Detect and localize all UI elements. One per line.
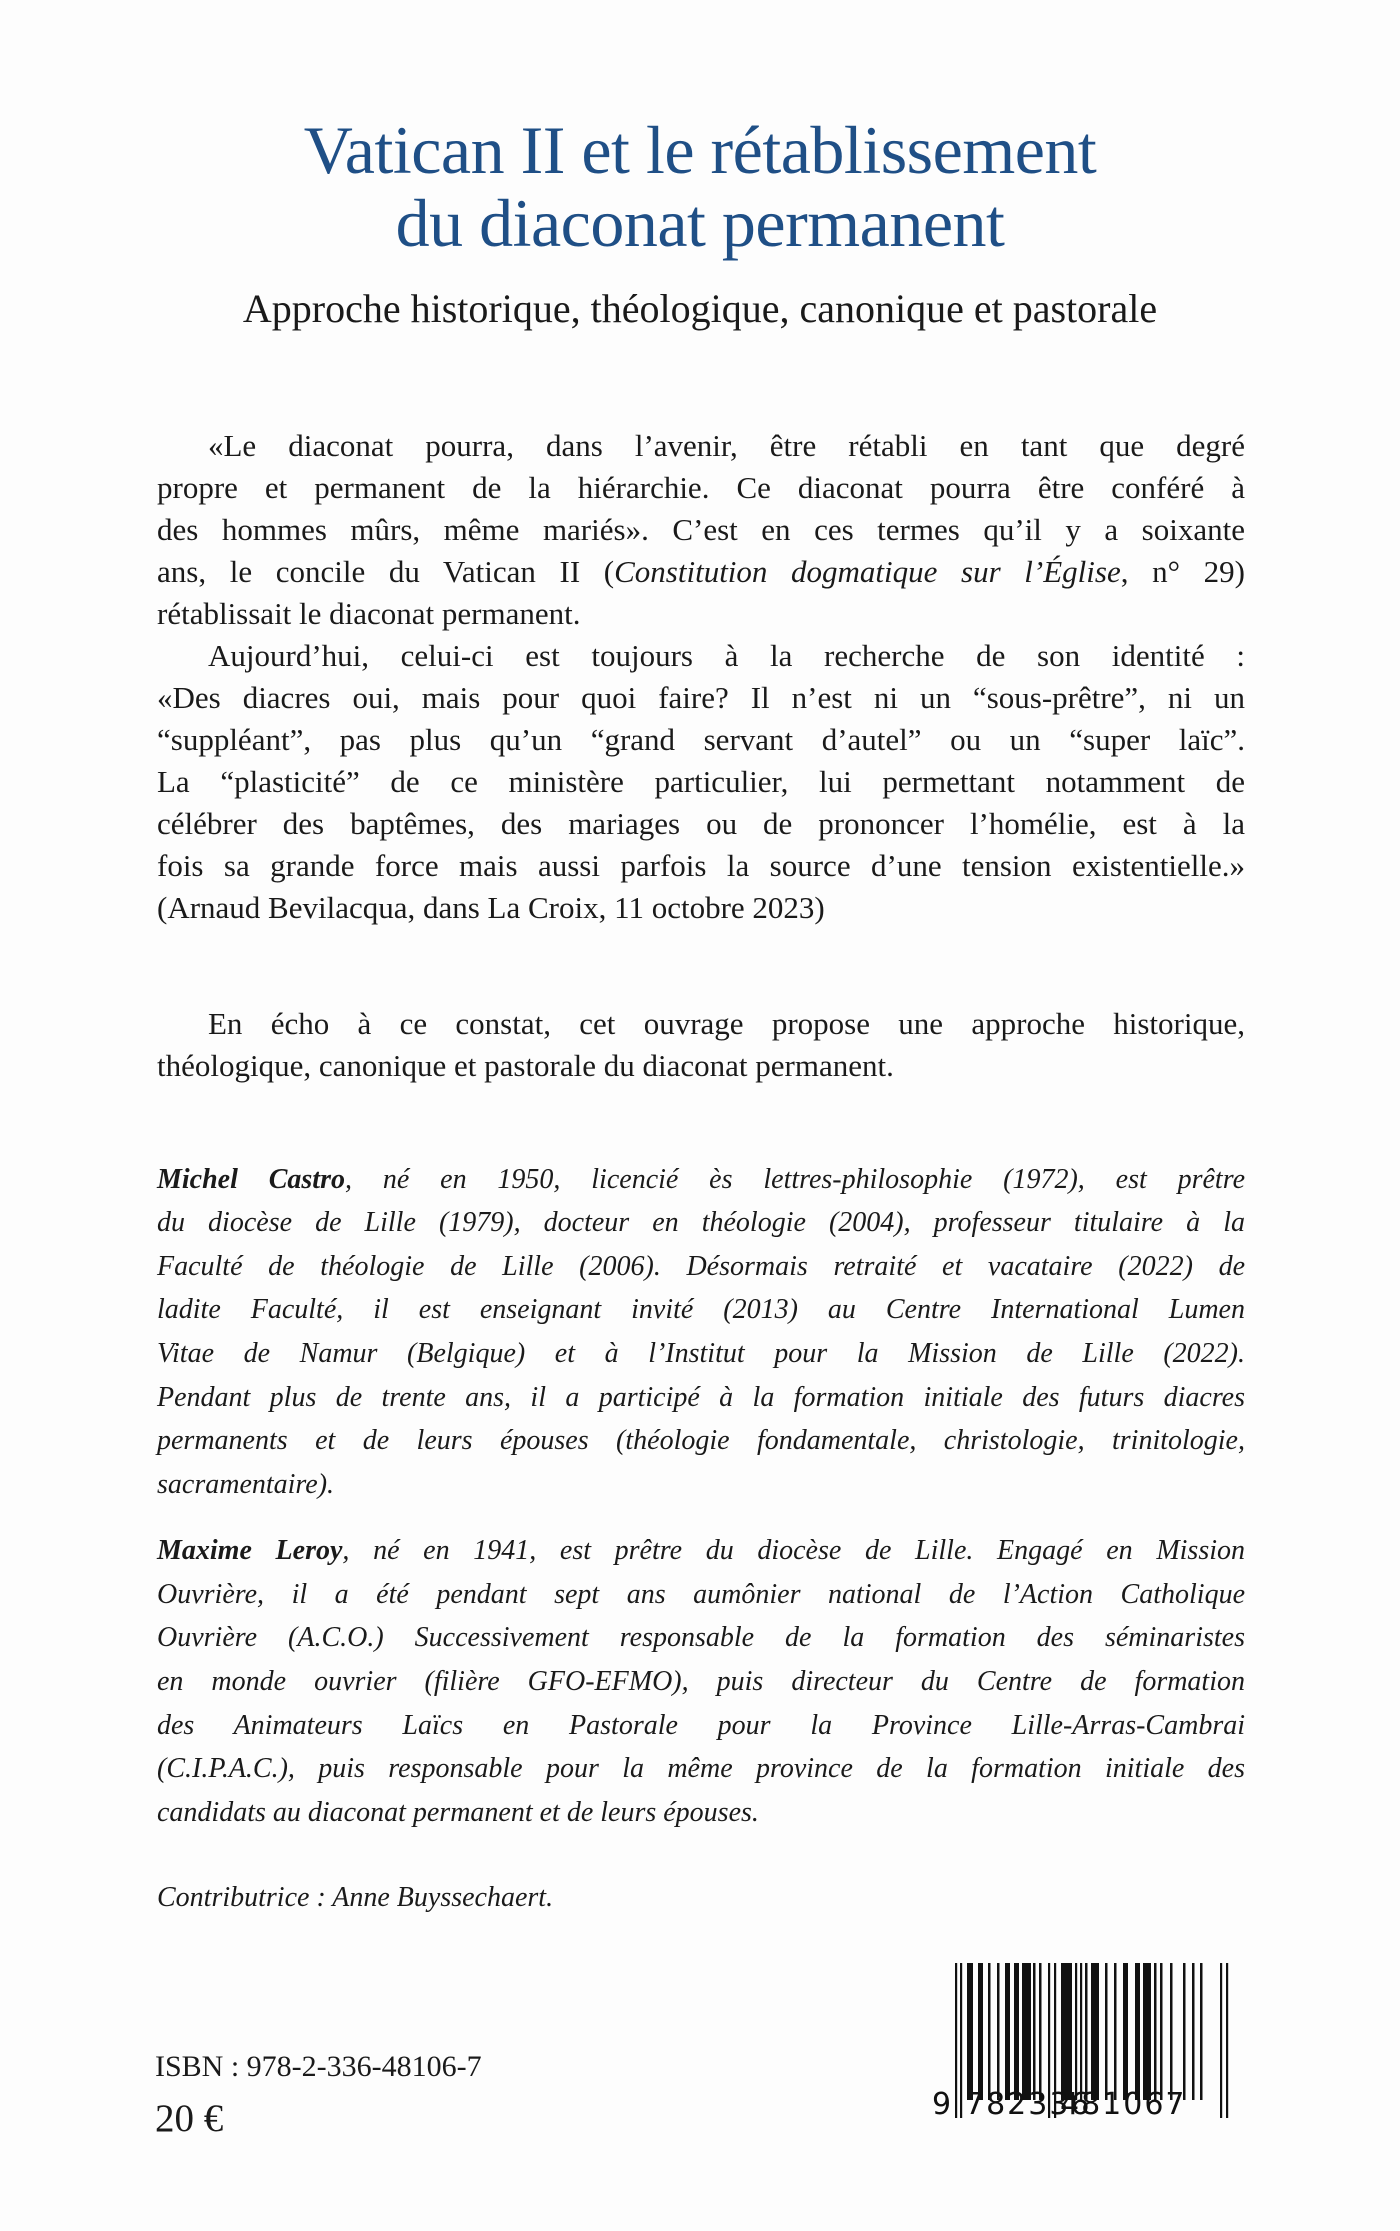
author-bio-line: (C.I.P.A.C.), puis responsable pour la même province de la formation initiale des <box>157 1753 1245 1784</box>
blurb-p2-line: La “plasticité” de ce ministère particulier, lui permettant notamment de <box>157 764 1245 799</box>
price-label: 20 € <box>155 2097 224 2140</box>
author-bio-line: sacramentaire). <box>157 1469 335 1500</box>
blurb-p2-line: «Des diacres oui, mais pour quoi faire? Il n’est ni un “sous-prêtre”, ni un <box>157 680 1245 715</box>
barcode-digit-lead: 9 <box>932 2087 952 2122</box>
author-bio-line: des Animateurs Laïcs en Pastorale pour la Province Lille-Arras-Cambrai <box>157 1710 1245 1741</box>
blurb-text: ans, le concile du Vatican II ( <box>157 554 615 589</box>
isbn-label: ISBN : 978-2-336-48106-7 <box>155 2050 482 2083</box>
author-bio-line: Ouvrière (A.C.O.) Successivement responsable de la formation des séminaristes <box>157 1622 1245 1653</box>
author-bio-line: Pendant plus de trente ans, il a participé à la formation initiale des futurs diacres <box>157 1382 1245 1413</box>
author-name: Michel Castro <box>157 1164 345 1195</box>
author-bio-line: candidats au diaconat permanent et de leurs épouses. <box>157 1797 759 1828</box>
blurb-p3-line: En écho à ce constat, cet ouvrage propose une approche historique, <box>208 1006 1245 1041</box>
blurb-p1-line: «Le diaconat pourra, dans l’avenir, être rétabli en tant que degré <box>208 428 1245 463</box>
blurb-p1-line: des hommes mûrs, même mariés». C’est en ces termes qu’il y a soixante <box>157 512 1245 547</box>
blurb-p1-line <box>157 556 1245 587</box>
author-bio-text: , né en 1950, licencié ès lettres-philosophie (1972), est prêtre <box>345 1164 1245 1195</box>
contributor-line: Contributrice : Anne Buyssechaert. <box>157 1882 554 1913</box>
author-bio-line: permanents et de leurs épouses (théologie fondamentale, christologie, trinitologie, <box>157 1425 1245 1456</box>
author-bio-text: , né en 1941, est prêtre du diocèse de Lille. Engagé en Mission <box>342 1535 1245 1566</box>
author-bio-line: Vitae de Namur (Belgique) et à l’Institut pour la Mission de Lille (2022). <box>157 1338 1245 1369</box>
blurb-p3-line: théologique, canonique et pastorale du diaconat permanent. <box>157 1048 894 1083</box>
author-bio-line: Ouvrière, il a été pendant sept ans aumônier national de l’Action Catholique <box>157 1579 1245 1610</box>
author-bio-line <box>157 1537 1245 1565</box>
blurb-p2-line: fois sa grande force mais aussi parfois la source d’une tension existentielle.» <box>157 848 1245 883</box>
author-bio-line: ladite Faculté, il est enseignant invité (2013) au Centre International Lumen <box>157 1294 1245 1325</box>
isbn-barcode <box>930 1958 1260 2138</box>
blurb-citation-title: Constitution dogmatique sur l’Église <box>614 554 1121 589</box>
barcode-digits-right: 481067 <box>1060 2087 1187 2122</box>
blurb-p2-line: (Arnaud Bevilacqua, dans La Croix, 11 octobre 2023) <box>157 890 825 925</box>
book-subtitle: Approche historique, théologique, canonique et pastorale <box>242 286 1158 331</box>
blurb-p2-line: Aujourd’hui, celui-ci est toujours à la recherche de son identité : <box>208 638 1245 673</box>
author-bio-line: en monde ouvrier (filière GFO-EFMO), puis directeur du Centre de formation <box>157 1666 1245 1697</box>
blurb-text: , n° 29) <box>1120 554 1245 589</box>
author-bio-line <box>157 1166 1245 1194</box>
blurb-p1-line: rétablissait le diaconat permanent. <box>157 596 581 631</box>
author-bio-line: Faculté de théologie de Lille (2006). Désormais retraité et vacataire (2022) de <box>157 1251 1245 1282</box>
blurb-p2-line: “suppléant”, pas plus qu’un “grand servant d’autel” ou un “super laïc”. <box>157 722 1245 757</box>
book-title-line-2: du diaconat permanent <box>395 185 1005 261</box>
blurb-p2-line: célébrer des baptêmes, des mariages ou de prononcer l’homélie, est à la <box>157 806 1245 841</box>
barcode-digits-left: 782336 <box>965 2087 1092 2122</box>
barcode-digits <box>930 2087 1260 2126</box>
book-title-line-1: Vatican II et le rétablissement <box>303 112 1097 188</box>
author-name: Maxime Leroy <box>157 1535 343 1566</box>
author-bio-line: du diocèse de Lille (1979), docteur en théologie (2004), professeur titulaire à la <box>157 1207 1245 1238</box>
blurb-p1-line: propre et permanent de la hiérarchie. Ce diaconat pourra être conféré à <box>157 470 1245 505</box>
